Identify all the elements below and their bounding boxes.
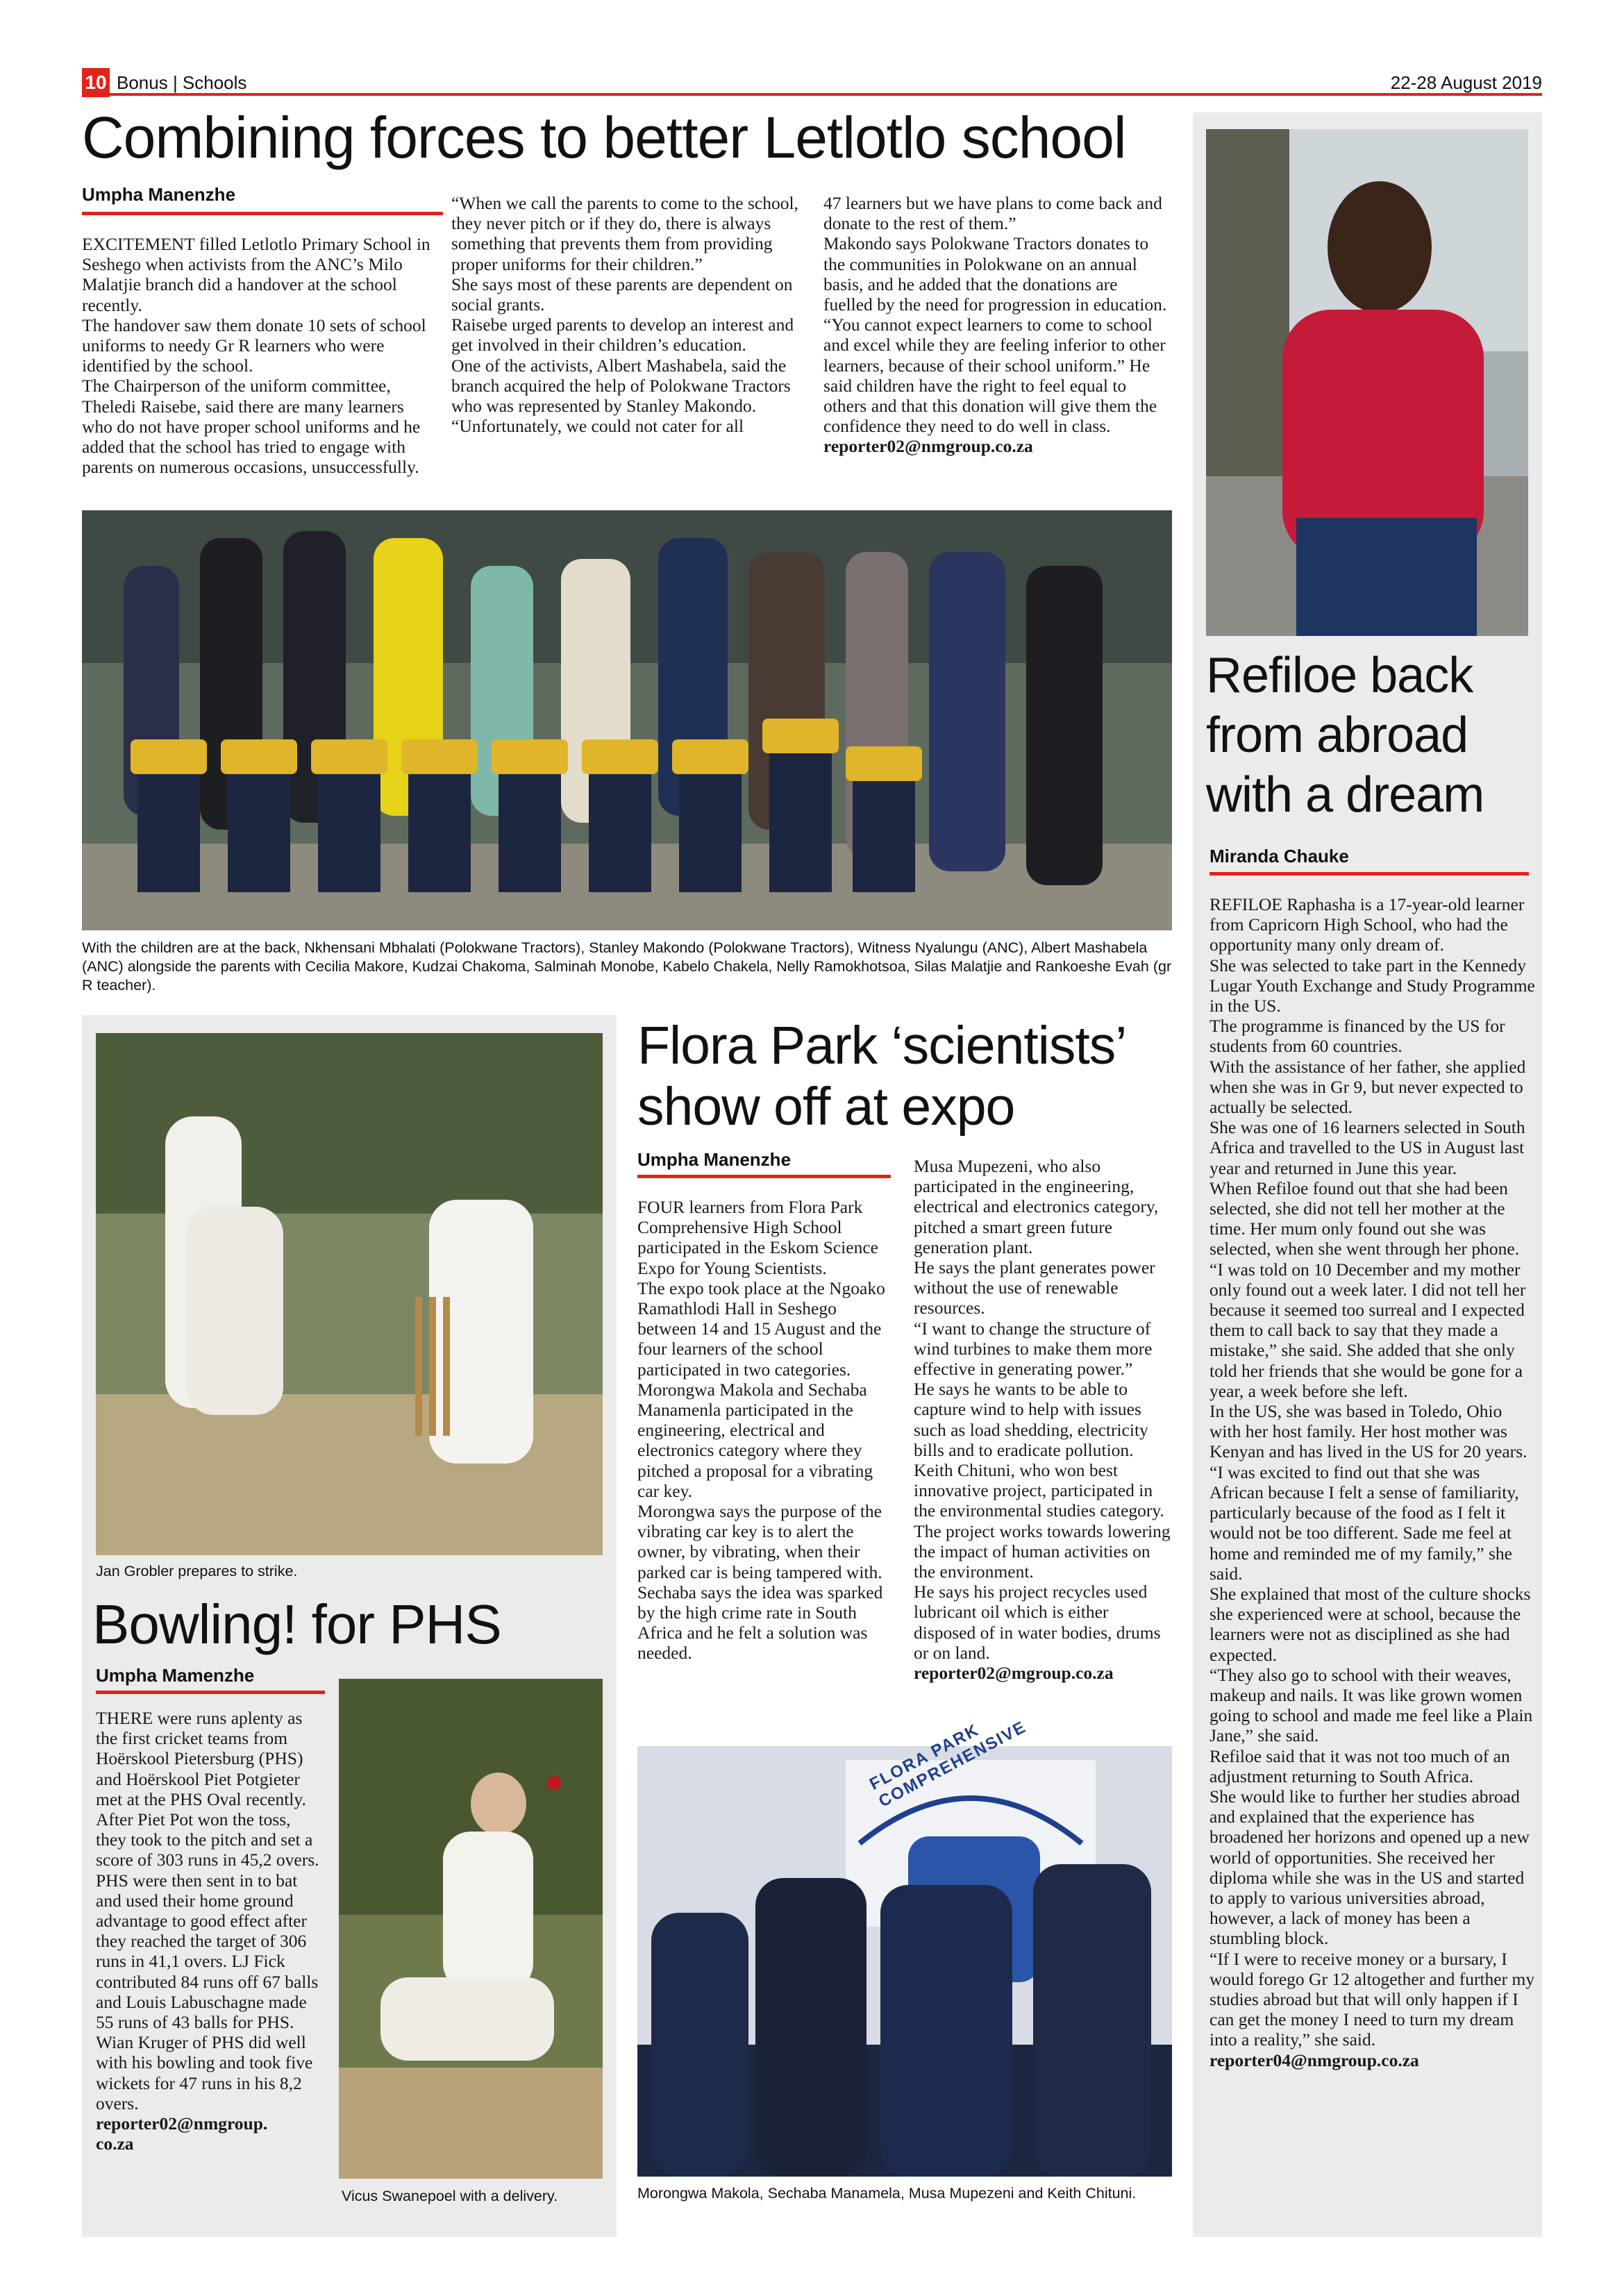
phs-headline: Bowling! for PHS xyxy=(92,1593,501,1655)
flora-headline: Flora Park ‘scientists’ show off at expo xyxy=(637,1016,1125,1137)
refiloe-body: REFILOE Raphasha is a 17-year-old learner from Capricorn High School, who had the opportunity many only dream of. She was selected to take part in the Kennedy Lugar Youth Exchange and Study Programme in the US. The programme is financed by the US for students from 60 countries. With the assistance of her father, she applied when she was in Gr 9, but never expected to actually be selected. She was one of 16 learners selected in South Africa and travelled to the US in August last year and returned in June this year. When Refiloe found out that she had been selected, she did not tell her mother at the time. Her mum only found out she was selected, when she went through her phone. “I was told on 10 December and my mother only found out a week later. I did not tell her because it seemed too surreal and I expected them to call back to say that they made a mistake,” she said. She added that she only told her friends that she would be gone for a year, a week before she left. In the US, she was based in Toledo, Ohio with her host family. Her host mother was Kenyan and has lived in the US for 20 years. “I was excited to find out that she was African because I felt a sense of familiarity, particularly because of the food as I felt it would not be too different. Sade me feel at home and reminded me of my family,” she said. She explained that most of the culture shocks she experienced were at school, because the learners were not as disciplined as she had expected. “They also go to school with their weaves, makeup and nails. It was like grown women going to school and made me feel like a Plain Jane,” she said. Refiloe said that it was not too much of an adjustment returning to South Africa. She would like to further her studies abroad and explained that the experience has broadened her horizons and opened up a new world of opportunities. She received her diploma while she was in the US and started to apply to various universities abroad, however, a lack of money has been a stumbling block. “If I were to receive money or a bursary, I would forego Gr 12 altogether and further my studies abroad but that will only happen if I can get the money I need to turn my dream into a reality,” she said. xyxy=(1209,894,1535,2050)
flora-column-1: FOUR learners from Flora Park Comprehensive High School participated in the Eskom Science Expo for Young Scientists. The expo took place at the Ngoako Ramathlodi Hall in Seshego between 14 and 15 August and the four learners of the school participated in two categories. Morongwa Makola and Sechaba Manamenla participated in the engineering, electrical and electronics category where they pitched a proposal for a vibrating car key. Morongwa says the purpose of the vibrating car key is to alert the owner, by vibrating, when their parked car is being tampered with. Sechaba says the idea was sparked by the high crime rate in South Africa and he felt a solution was needed. xyxy=(637,1197,885,1664)
refiloe-byline: Miranda Chauke xyxy=(1209,846,1349,866)
letlotlo-headline: Combining forces to better Letlotlo school xyxy=(82,105,1126,170)
letlotlo-group-photo xyxy=(82,510,1172,930)
phs-byline-rule xyxy=(96,1691,325,1694)
header-rule xyxy=(82,93,1542,96)
phs-photo2-caption: Vicus Swanepoel with a delivery. xyxy=(342,2188,558,2204)
flora-column-2-wrap xyxy=(914,1156,1174,1683)
flora-byline: Umpha Manenzhe xyxy=(637,1149,792,1170)
phs-email[interactable]: reporter02@nmgroup. co.za xyxy=(96,2113,268,2154)
letlotlo-byline: Umpha Manenzhe xyxy=(82,184,236,205)
phs-byline: Umpha Mamenzhe xyxy=(96,1665,255,1686)
flora-banner-text: FLORA PARK COMPREHENSIVE xyxy=(867,1717,1030,1811)
flora-learners-photo xyxy=(637,1746,1172,2177)
letlotlo-column-2: “When we call the parents to come to the school, they never pitch or if they do, there is always something that prevents them from providing proper uniforms for their children.” She says most of these parents are dependent on social grants. Raisebe urged parents to develop an interest and get involved in their children’s education. One of the activists, Albert Mashabela, said the branch acquired the help of Polokwane Tractors who was represented by Stanley Makondo. “Unfortunately, we could not cater for all xyxy=(451,193,798,437)
page-number: 10 xyxy=(82,68,110,97)
byline-rule xyxy=(82,212,443,215)
section-label: Bonus | Schools xyxy=(117,72,247,93)
refiloe-body-wrap xyxy=(1209,894,1536,2070)
phs-body: THERE were runs aplenty as the first cricket teams from Hoërskool Pietersburg (PHS) and Hoërskool Piet Potgieter met at the PHS Oval recently. After Piet Pot won the toss, they took to the pitch and set a score of 303 runs in 45,2 overs. PHS were then sent in to bat and used their home ground advantage to good effect after they reached the target of 306 runs in 41,1 overs. LJ Fick contributed 84 runs off 67 balls and Louis Labuschagne made 55 runs of 43 balls for PHS. Wian Kruger of PHS did well with his bowling and took five wickets for 47 runs in his 8,2 overs. xyxy=(96,1708,319,2113)
phs-bowling-photo xyxy=(339,1679,603,2179)
phs-batting-photo xyxy=(96,1033,603,1555)
refiloe-headline: Refiloe back from abroad with a dream xyxy=(1206,648,1484,823)
flora-email[interactable]: reporter02@mgroup.co.za xyxy=(914,1663,1114,1684)
refiloe-email[interactable]: reporter04@nmgroup.co.za xyxy=(1209,2050,1419,2070)
letlotlo-photo-caption: With the children are at the back, Nkhensani Mbhalati (Polokwane Tractors), Stanley Makondo (Polokwane Tractors), Witness Nyalungu (ANC), Albert Mashabela (ANC) alongside the parents with Cecilia Makore, Kudzai Chakoma, Salminah Monobe, Kabelo Chakela, Nelly Ramokhotsoa, Silas Malatjie and Rankoeshe Evah (gr R teacher). xyxy=(82,939,1172,994)
letlotlo-column-3-wrap xyxy=(823,193,1171,456)
phs-photo1-caption: Jan Grobler prepares to strike. xyxy=(96,1563,298,1579)
refiloe-byline-rule xyxy=(1209,872,1529,875)
letlotlo-email[interactable]: reporter02@nmgroup.co.za xyxy=(823,436,1033,457)
refiloe-photo xyxy=(1206,129,1528,636)
flora-photo-caption: Morongwa Makola, Sechaba Manamela, Musa Mupezeni and Keith Chituni. xyxy=(637,2185,1137,2202)
flora-byline-rule xyxy=(637,1175,891,1178)
flora-column-2: Musa Mupezeni, who also participated in the engineering, electrical and electronics category, pitched a smart green future generation plant. He says the plant generates power without the use of renewable resources. “I want to change the structure of wind turbines to make them more effective in generating power.” He says he wants to be able to capture wind to help with issues such as load shedding, electricity bills and to eradicate pollution. Keith Chituni, who won best innovative project, participated in the environmental studies category. The project works towards lowering the impact of human activities on the environment. He says his project recycles used lubricant oil which is either disposed of in water bodies, drums or on land. xyxy=(914,1156,1171,1663)
letlotlo-column-1: EXCITEMENT filled Letlotlo Primary School in Seshego when activists from the ANC’s Milo Malatjie branch did a handover at the school recently. The handover saw them donate 10 sets of school uniforms to needy Gr R learners who were identified by the school. The Chairperson of the uniform committee, Theledi Raisebe, said there are many learners who do not have proper school uniforms and he added that the school has tried to engage with parents on numerous occasions, unsuccessfully. xyxy=(82,234,430,478)
issue-date: 22-28 August 2019 xyxy=(1390,72,1542,93)
phs-body-wrap xyxy=(96,1708,321,2154)
letlotlo-column-3: 47 learners but we have plans to come back and donate to the rest of them.” Makondo says Polokwane Tractors donates to the communities in Polokwane on an annual basis, and he added that the donations are fuelled by the need for progression in education. “You cannot expect learners to come to school and excel while they are feeling inferior to other learners, because of their school uniform.” He said children have the right to feel equal to others and that this donation will give them the confidence they need to do well in class. xyxy=(823,193,1167,437)
